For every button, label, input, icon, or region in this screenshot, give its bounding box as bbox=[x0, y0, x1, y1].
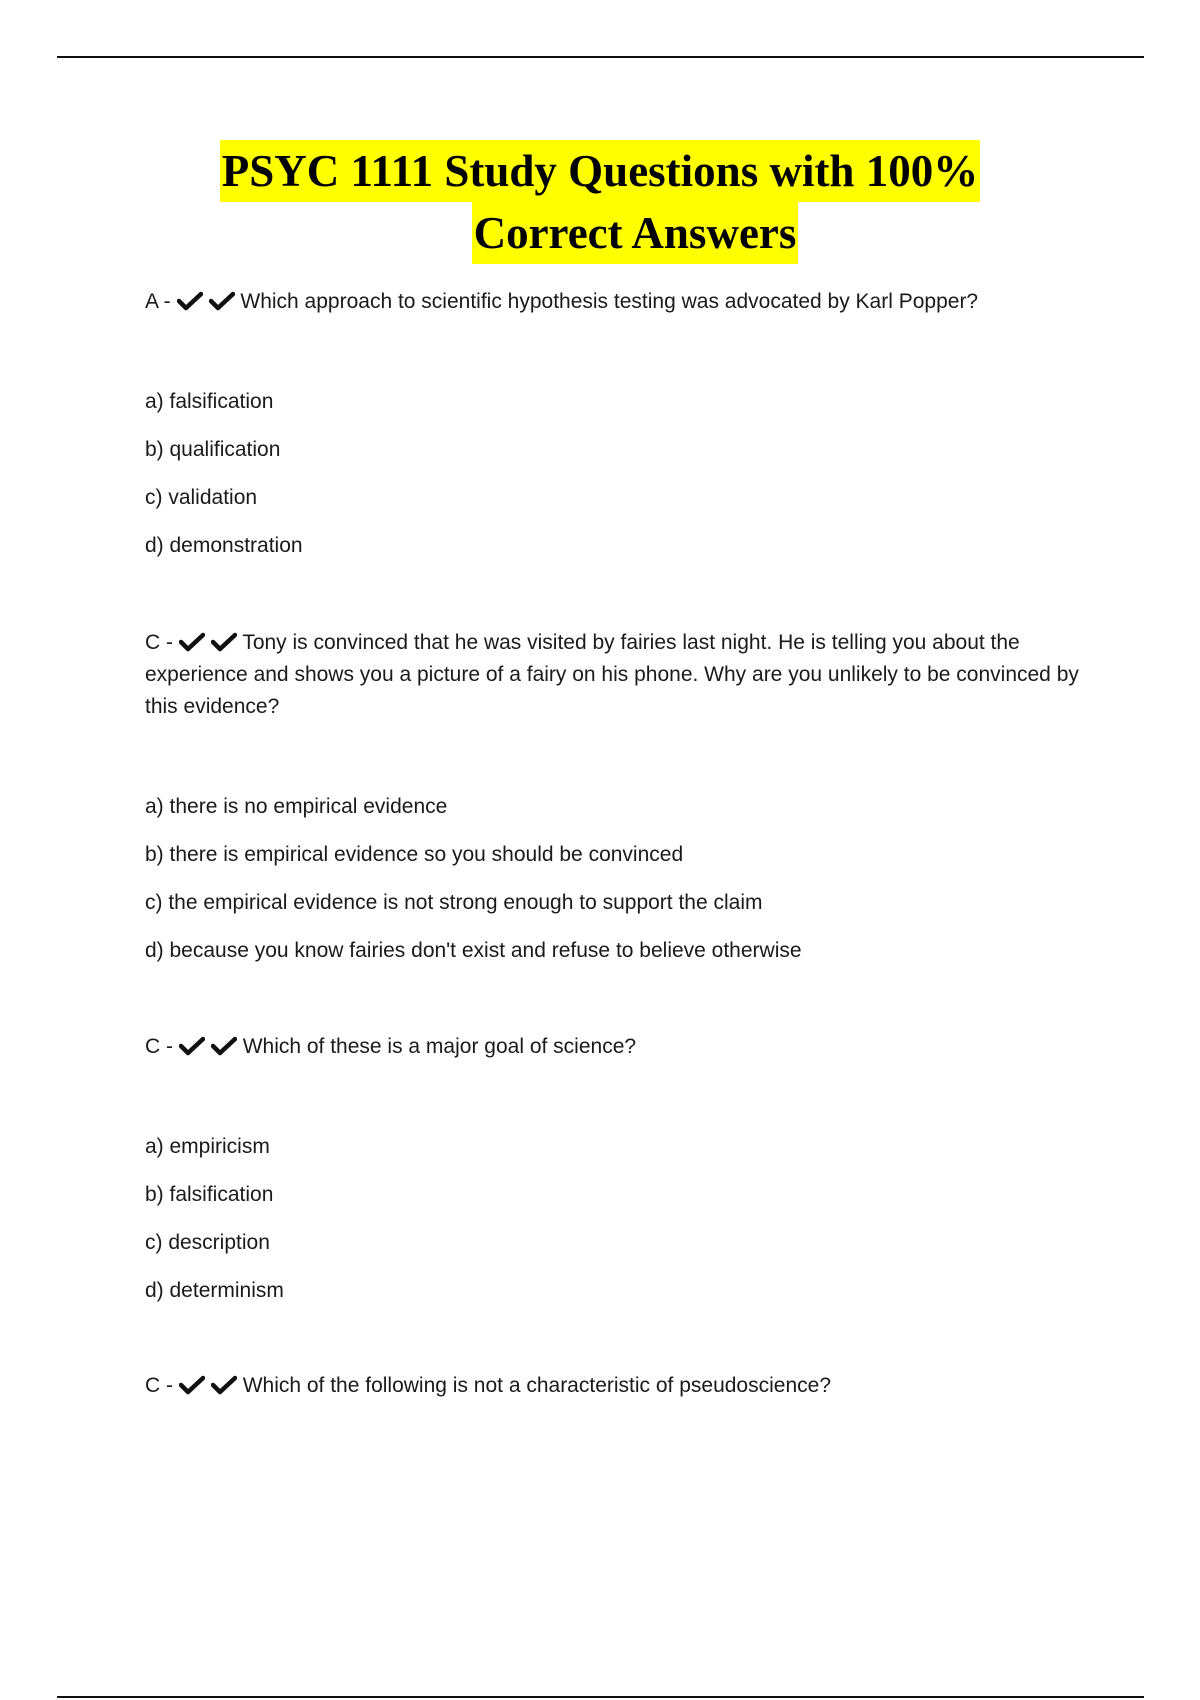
option-d: d) because you know fairies don't exist and refuse to believe otherwise bbox=[145, 939, 802, 962]
option-b: b) qualification bbox=[145, 438, 281, 461]
answer-key: A - bbox=[145, 290, 171, 313]
title-line-2: Correct Answers bbox=[472, 202, 799, 264]
check-icon bbox=[211, 632, 237, 652]
option-c: c) the empirical evidence is not strong enough to support the claim bbox=[145, 891, 763, 914]
check-icon bbox=[179, 632, 205, 652]
question-block bbox=[145, 1031, 1085, 1315]
check-icon bbox=[211, 1375, 237, 1395]
check-icon bbox=[179, 1375, 205, 1395]
question bbox=[145, 1370, 1085, 1402]
question-block bbox=[145, 627, 1085, 975]
question-block bbox=[145, 286, 1085, 570]
page-title bbox=[0, 140, 1200, 264]
bottom-rule bbox=[57, 1696, 1144, 1698]
question bbox=[145, 286, 1085, 318]
answer-key: C - bbox=[145, 1374, 173, 1397]
check-icon bbox=[211, 1036, 237, 1056]
option-c: c) validation bbox=[145, 486, 258, 509]
top-rule bbox=[57, 56, 1144, 58]
answer-key: C - bbox=[145, 631, 173, 654]
option-c: c) description bbox=[145, 1231, 270, 1254]
option-a: a) there is no empirical evidence bbox=[145, 795, 448, 818]
check-icon bbox=[177, 291, 203, 311]
question-text: Which of these is a major goal of science? bbox=[242, 1035, 637, 1058]
question bbox=[145, 1031, 1085, 1063]
answer-key: C - bbox=[145, 1035, 173, 1058]
option-list bbox=[145, 378, 1085, 570]
option-b: b) there is empirical evidence so you should be convinced bbox=[145, 843, 684, 866]
title-line-1: PSYC 1111 Study Questions with 100% bbox=[220, 140, 980, 202]
option-a: a) empiricism bbox=[145, 1135, 270, 1158]
option-list bbox=[145, 1123, 1085, 1315]
question-block bbox=[145, 1370, 1085, 1402]
check-icon bbox=[209, 291, 235, 311]
option-d: d) demonstration bbox=[145, 534, 303, 557]
option-b: b) falsification bbox=[145, 1183, 274, 1206]
question bbox=[145, 627, 1085, 723]
question-text: Which approach to scientific hypothesis testing was advocated by Karl Popper? bbox=[240, 290, 979, 313]
check-icon bbox=[179, 1036, 205, 1056]
option-d: d) determinism bbox=[145, 1279, 284, 1302]
option-list bbox=[145, 783, 1085, 975]
question-text: Which of the following is not a characteristic of pseudoscience? bbox=[242, 1374, 831, 1397]
question-text: Tony is convinced that he was visited by fairies last night. He is telling you about the experience and shows you a picture of a fairy on his phone. Why are you unlikely to be convinced by this evidence? bbox=[145, 631, 1079, 718]
option-a: a) falsification bbox=[145, 390, 274, 413]
